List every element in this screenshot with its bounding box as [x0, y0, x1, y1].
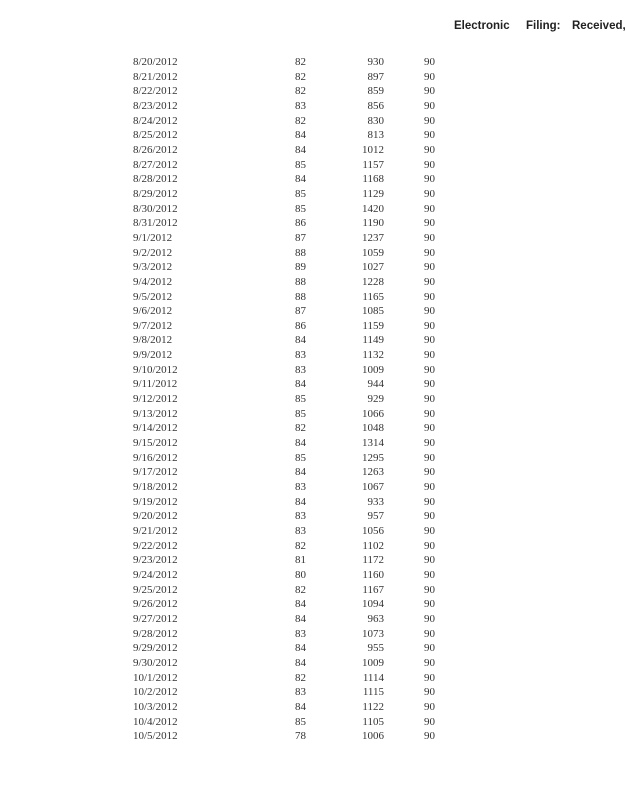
value-b-cell: 1129 [362, 187, 384, 200]
table-row [0, 84, 618, 99]
value-b-cell: 1009 [362, 363, 384, 376]
value-b-cell: 856 [367, 99, 384, 112]
value-d-cell: 90 [424, 700, 435, 713]
value-a-cell: 80 [295, 568, 306, 581]
value-a-cell: 84 [295, 612, 306, 625]
value-d-cell: 90 [424, 363, 435, 376]
date-cell: 9/19/2012 [133, 495, 178, 508]
value-b-cell: 963 [367, 612, 384, 625]
value-d-cell: 90 [424, 158, 435, 171]
value-b-cell: 1167 [362, 583, 384, 596]
value-b-cell: 859 [367, 85, 384, 98]
date-cell: 8/27/2012 [133, 158, 178, 171]
date-cell: 8/20/2012 [133, 56, 178, 68]
value-a-cell: 81 [295, 554, 306, 567]
date-cell: 10/3/2012 [133, 700, 178, 713]
value-d-cell: 90 [424, 481, 435, 494]
value-a-cell: 82 [295, 422, 306, 435]
table-row [0, 348, 618, 363]
header-word-filing: Filing: [526, 20, 561, 32]
date-cell: 10/2/2012 [133, 686, 178, 699]
value-b-cell: 957 [367, 510, 384, 523]
value-a-cell: 84 [295, 437, 306, 450]
value-d-cell: 90 [424, 393, 435, 406]
date-cell: 9/11/2012 [133, 378, 178, 391]
value-a-cell: 82 [295, 539, 306, 552]
table-row [0, 99, 618, 114]
table-row [0, 275, 618, 290]
value-a-cell: 85 [295, 187, 306, 200]
value-a-cell: 83 [295, 686, 306, 699]
date-cell: 9/18/2012 [133, 481, 178, 494]
value-d-cell: 90 [424, 99, 435, 112]
table-row [0, 407, 618, 422]
value-d-cell: 90 [424, 305, 435, 318]
value-a-cell: 83 [295, 510, 306, 523]
date-cell: 9/27/2012 [133, 612, 178, 625]
value-a-cell: 84 [295, 378, 306, 391]
value-d-cell: 90 [424, 275, 435, 288]
table-row [0, 524, 618, 539]
value-b-cell: 1159 [362, 319, 384, 332]
table-row [0, 627, 618, 642]
table-row [0, 202, 618, 217]
date-cell: 10/4/2012 [133, 715, 178, 728]
value-d-cell: 90 [424, 319, 435, 332]
table-row [0, 583, 618, 598]
table-row [0, 421, 618, 436]
table-row [0, 495, 618, 510]
value-a-cell: 84 [295, 143, 306, 156]
date-cell: 9/5/2012 [133, 290, 173, 303]
value-b-cell: 955 [367, 642, 384, 655]
value-b-cell: 1172 [362, 554, 384, 567]
value-b-cell: 897 [367, 70, 384, 83]
date-cell: 9/24/2012 [133, 568, 178, 581]
date-cell: 9/25/2012 [133, 583, 178, 596]
value-a-cell: 85 [295, 451, 306, 464]
value-d-cell: 90 [424, 466, 435, 479]
date-cell: 8/30/2012 [133, 202, 178, 215]
value-d-cell: 90 [424, 173, 435, 186]
date-cell: 9/1/2012 [133, 231, 173, 244]
value-d-cell: 90 [424, 656, 435, 669]
table-row [0, 55, 618, 70]
table-row [0, 290, 618, 305]
table-row [0, 143, 618, 158]
value-b-cell: 1094 [362, 598, 384, 611]
table-row [0, 685, 618, 700]
table-row [0, 715, 618, 730]
value-a-cell: 83 [295, 363, 306, 376]
value-b-cell: 1122 [362, 700, 384, 713]
table-row [0, 568, 618, 583]
value-d-cell: 90 [424, 554, 435, 567]
table-row [0, 70, 618, 85]
table-row [0, 319, 618, 334]
date-cell: 8/26/2012 [133, 143, 178, 156]
value-a-cell: 84 [295, 700, 306, 713]
value-d-cell: 90 [424, 422, 435, 435]
date-cell: 9/20/2012 [133, 510, 178, 523]
value-d-cell: 90 [424, 451, 435, 464]
value-d-cell: 90 [424, 539, 435, 552]
date-cell: 8/22/2012 [133, 85, 178, 98]
value-b-cell: 1314 [362, 437, 384, 450]
table-row [0, 304, 618, 319]
header-word-received: Received, [572, 20, 626, 32]
value-a-cell: 89 [295, 261, 306, 274]
value-b-cell: 813 [367, 129, 384, 142]
table-row [0, 656, 618, 671]
date-cell: 9/28/2012 [133, 627, 178, 640]
value-d-cell: 90 [424, 56, 435, 68]
value-d-cell: 90 [424, 627, 435, 640]
value-b-cell: 1149 [362, 334, 384, 347]
value-d-cell: 90 [424, 202, 435, 215]
table-row [0, 509, 618, 524]
value-d-cell: 90 [424, 246, 435, 259]
value-a-cell: 86 [295, 319, 306, 332]
value-d-cell: 90 [424, 129, 435, 142]
value-a-cell: 85 [295, 202, 306, 215]
value-b-cell: 1067 [362, 481, 384, 494]
value-a-cell: 82 [295, 583, 306, 596]
value-d-cell: 90 [424, 525, 435, 537]
value-b-cell: 1165 [362, 290, 384, 303]
table-row [0, 363, 618, 378]
value-a-cell: 84 [295, 173, 306, 186]
date-cell: 8/31/2012 [133, 217, 178, 230]
table-row [0, 158, 618, 173]
table-row [0, 729, 618, 744]
date-cell: 9/14/2012 [133, 422, 178, 435]
date-cell: 8/23/2012 [133, 99, 178, 112]
date-cell: 9/12/2012 [133, 393, 178, 406]
value-a-cell: 82 [295, 70, 306, 83]
value-d-cell: 90 [424, 290, 435, 303]
value-a-cell: 83 [295, 99, 306, 112]
value-a-cell: 84 [295, 642, 306, 655]
value-d-cell: 90 [424, 334, 435, 347]
value-d-cell: 90 [424, 598, 435, 611]
value-a-cell: 84 [295, 495, 306, 508]
value-d-cell: 90 [424, 378, 435, 391]
value-a-cell: 83 [295, 481, 306, 494]
value-b-cell: 1059 [362, 246, 384, 259]
value-b-cell: 1190 [362, 217, 384, 230]
value-a-cell: 82 [295, 671, 306, 684]
value-b-cell: 1056 [362, 525, 384, 537]
value-a-cell: 83 [295, 349, 306, 362]
value-b-cell: 1228 [362, 275, 384, 288]
value-d-cell: 90 [424, 612, 435, 625]
value-a-cell: 88 [295, 275, 306, 288]
value-b-cell: 1048 [362, 422, 384, 435]
date-cell: 9/29/2012 [133, 642, 178, 655]
value-d-cell: 90 [424, 642, 435, 655]
value-d-cell: 90 [424, 407, 435, 420]
date-cell: 10/1/2012 [133, 671, 178, 684]
table-row [0, 480, 618, 495]
value-a-cell: 84 [295, 129, 306, 142]
value-b-cell: 944 [367, 378, 384, 391]
date-cell: 9/26/2012 [133, 598, 178, 611]
value-a-cell: 86 [295, 217, 306, 230]
value-d-cell: 90 [424, 231, 435, 244]
value-b-cell: 1168 [362, 173, 384, 186]
value-b-cell: 1420 [362, 202, 384, 215]
table-row [0, 246, 618, 261]
date-cell: 9/16/2012 [133, 451, 178, 464]
date-cell: 9/30/2012 [133, 656, 178, 669]
value-b-cell: 1237 [362, 231, 384, 244]
date-cell: 8/24/2012 [133, 114, 178, 127]
value-a-cell: 88 [295, 290, 306, 303]
value-d-cell: 90 [424, 114, 435, 127]
value-d-cell: 90 [424, 686, 435, 699]
value-a-cell: 82 [295, 114, 306, 127]
table-row [0, 172, 618, 187]
value-d-cell: 90 [424, 583, 435, 596]
value-a-cell: 84 [295, 466, 306, 479]
value-a-cell: 85 [295, 158, 306, 171]
date-cell: 9/22/2012 [133, 539, 178, 552]
value-b-cell: 830 [367, 114, 384, 127]
table-row [0, 231, 618, 246]
date-cell: 9/8/2012 [133, 334, 173, 347]
date-cell: 9/3/2012 [133, 261, 173, 274]
value-b-cell: 1102 [362, 539, 384, 552]
value-b-cell: 1027 [362, 261, 384, 274]
date-cell: 8/25/2012 [133, 129, 178, 142]
value-d-cell: 90 [424, 143, 435, 156]
date-cell: 9/17/2012 [133, 466, 178, 479]
value-b-cell: 930 [367, 56, 384, 68]
value-b-cell: 1009 [362, 656, 384, 669]
date-cell: 9/13/2012 [133, 407, 178, 420]
value-d-cell: 90 [424, 510, 435, 523]
value-d-cell: 90 [424, 70, 435, 83]
date-cell: 9/21/2012 [133, 525, 178, 537]
value-b-cell: 1157 [362, 158, 384, 171]
date-cell: 9/4/2012 [133, 275, 173, 288]
value-d-cell: 90 [424, 217, 435, 230]
table-row [0, 436, 618, 451]
table-row [0, 333, 618, 348]
value-a-cell: 83 [295, 525, 306, 537]
date-cell: 9/9/2012 [133, 349, 173, 362]
value-a-cell: 84 [295, 334, 306, 347]
value-b-cell: 1085 [362, 305, 384, 318]
value-a-cell: 82 [295, 56, 306, 68]
header-word-electronic: Electronic [454, 20, 510, 32]
value-d-cell: 90 [424, 349, 435, 362]
value-d-cell: 90 [424, 671, 435, 684]
table-row [0, 260, 618, 275]
date-cell: 9/15/2012 [133, 437, 178, 450]
value-d-cell: 90 [424, 495, 435, 508]
value-b-cell: 1073 [362, 627, 384, 640]
value-a-cell: 88 [295, 246, 306, 259]
table-row [0, 641, 618, 656]
table-row [0, 539, 618, 554]
table-row [0, 597, 618, 612]
date-cell: 8/21/2012 [133, 70, 178, 83]
date-cell: 8/28/2012 [133, 173, 178, 186]
table-row [0, 392, 618, 407]
data-table [0, 55, 618, 744]
table-row [0, 377, 618, 392]
table-row [0, 700, 618, 715]
table-row [0, 612, 618, 627]
table-row [0, 553, 618, 568]
date-cell: 10/5/2012 [133, 730, 178, 743]
value-b-cell: 1115 [362, 686, 384, 699]
table-row [0, 465, 618, 480]
value-b-cell: 1066 [362, 407, 384, 420]
value-b-cell: 1012 [362, 143, 384, 156]
date-cell: 9/10/2012 [133, 363, 178, 376]
value-b-cell: 1263 [362, 466, 384, 479]
value-d-cell: 90 [424, 730, 435, 743]
value-d-cell: 90 [424, 568, 435, 581]
value-a-cell: 87 [295, 231, 306, 244]
value-b-cell: 1006 [362, 730, 384, 743]
value-a-cell: 78 [295, 730, 306, 743]
value-b-cell: 1295 [362, 451, 384, 464]
date-cell: 9/7/2012 [133, 319, 173, 332]
value-d-cell: 90 [424, 437, 435, 450]
value-a-cell: 85 [295, 393, 306, 406]
value-d-cell: 90 [424, 85, 435, 98]
date-cell: 9/23/2012 [133, 554, 178, 567]
date-cell: 9/6/2012 [133, 305, 173, 318]
value-d-cell: 90 [424, 187, 435, 200]
value-b-cell: 929 [367, 393, 384, 406]
value-d-cell: 90 [424, 261, 435, 274]
value-b-cell: 1132 [362, 349, 384, 362]
value-a-cell: 82 [295, 85, 306, 98]
value-a-cell: 87 [295, 305, 306, 318]
date-cell: 8/29/2012 [133, 187, 178, 200]
table-row [0, 671, 618, 686]
value-a-cell: 84 [295, 598, 306, 611]
value-b-cell: 1114 [362, 671, 384, 684]
table-row [0, 451, 618, 466]
value-a-cell: 84 [295, 656, 306, 669]
table-row [0, 128, 618, 143]
value-a-cell: 85 [295, 407, 306, 420]
value-a-cell: 85 [295, 715, 306, 728]
table-row [0, 216, 618, 231]
date-cell: 9/2/2012 [133, 246, 173, 259]
table-row [0, 114, 618, 129]
value-b-cell: 933 [367, 495, 384, 508]
value-b-cell: 1160 [362, 568, 384, 581]
value-a-cell: 83 [295, 627, 306, 640]
table-row [0, 187, 618, 202]
value-d-cell: 90 [424, 715, 435, 728]
value-b-cell: 1105 [362, 715, 384, 728]
